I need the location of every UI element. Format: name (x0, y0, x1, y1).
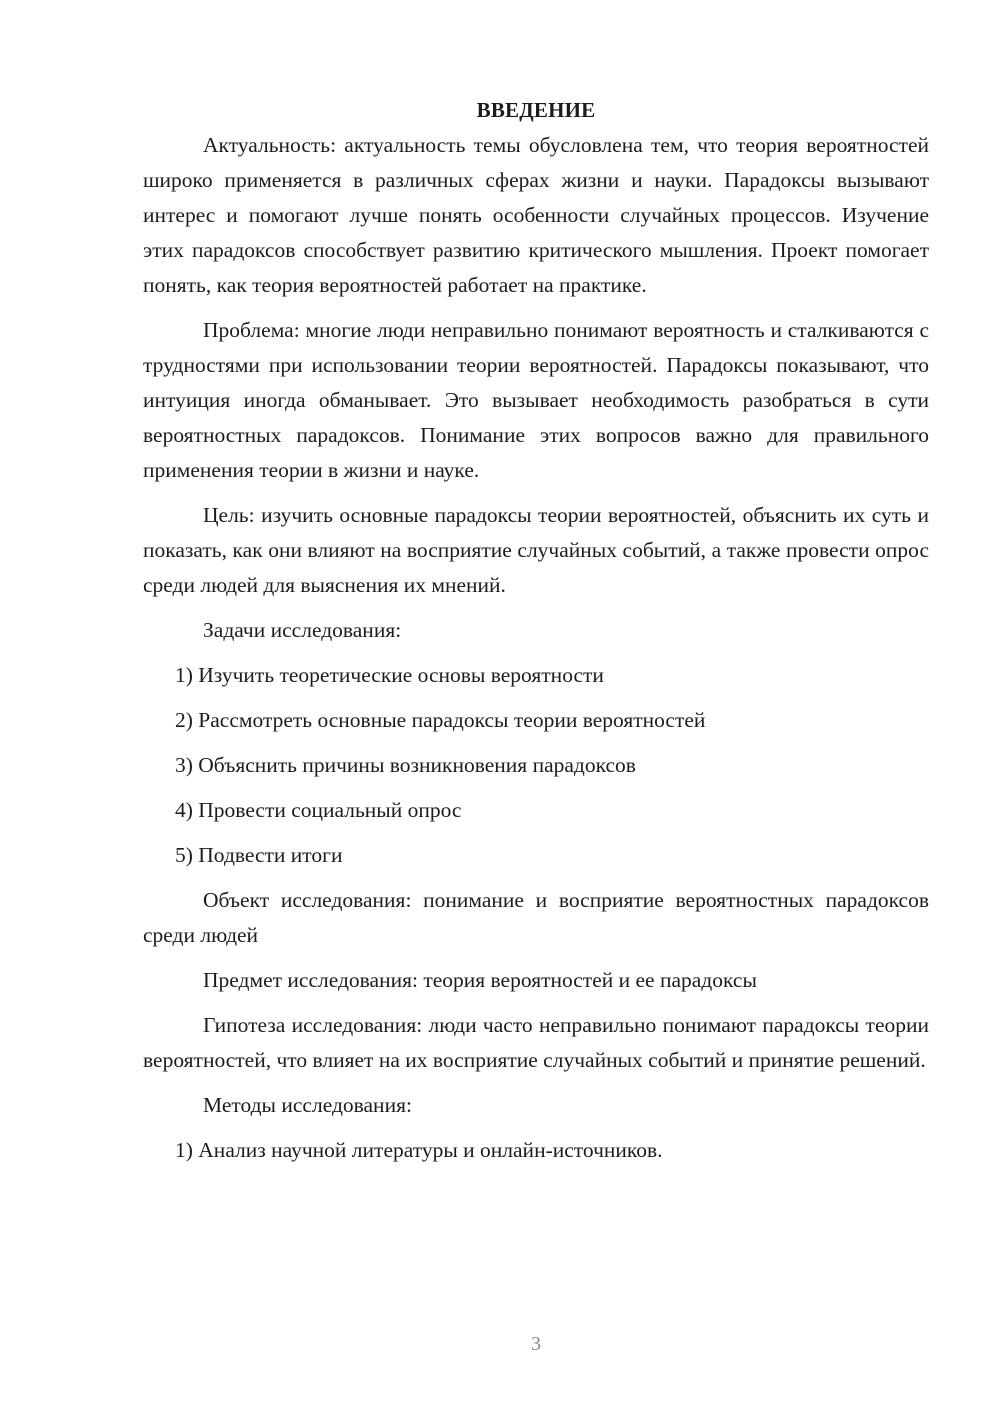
section-heading: ВВЕДЕНИЕ (476, 98, 596, 122)
task-item-2: 2) Рассмотреть основные парадоксы теории вероятностей (175, 708, 706, 732)
goal-paragraph: Цель: изучить основные парадоксы теории вероятностей, объяснить их суть и показать, как они влияют на восприятие случайных событий, а также провести опрос среди людей для выяснения их мнений. (143, 503, 929, 597)
research-subject-paragraph: Предмет исследования: теория вероятностей и ее парадоксы (203, 968, 757, 992)
task-item-4: 4) Провести социальный опрос (175, 798, 462, 822)
task-item-5: 5) Подвести итоги (175, 843, 343, 867)
research-object-paragraph: Объект исследования: понимание и восприятие вероятностных парадоксов среди людей (143, 888, 929, 947)
problem-paragraph: Проблема: многие люди неправильно понимают вероятность и сталкиваются с трудностями при использовании теории вероятностей. Парадоксы показывают, что интуиция иногда обманывает. Это вызывает необходимость разобраться в сути вероятностных парадоксов. Понимание этих вопросов важно для правильного применения теории в жизни и науке. (143, 318, 929, 482)
task-item-3: 3) Объяснить причины возникновения парадоксов (175, 753, 636, 777)
task-item-1: 1) Изучить теоретические основы вероятности (175, 663, 604, 687)
method-item-1: 1) Анализ научной литературы и онлайн-источников. (175, 1138, 663, 1162)
document-page (143, 95, 929, 1178)
tasks-heading: Задачи исследования: (203, 618, 402, 642)
hypothesis-paragraph: Гипотеза исследования: люди часто неправильно понимают парадоксы теории вероятностей, что влияет на их восприятие случайных событий и принятие решений. (143, 1013, 929, 1072)
page-number: 3 (531, 1333, 541, 1355)
methods-heading: Методы исследования: (203, 1093, 412, 1117)
relevance-paragraph: Актуальность: актуальность темы обусловлена тем, что теория вероятностей широко применяется в различных сферах жизни и науки. Парадоксы вызывают интерес и помогают лучше понять особенности случайных процессов. Изучение этих парадоксов способствует развитию критического мышления. Проект помогает понять, как теория вероятностей работает на практике. (143, 133, 929, 297)
